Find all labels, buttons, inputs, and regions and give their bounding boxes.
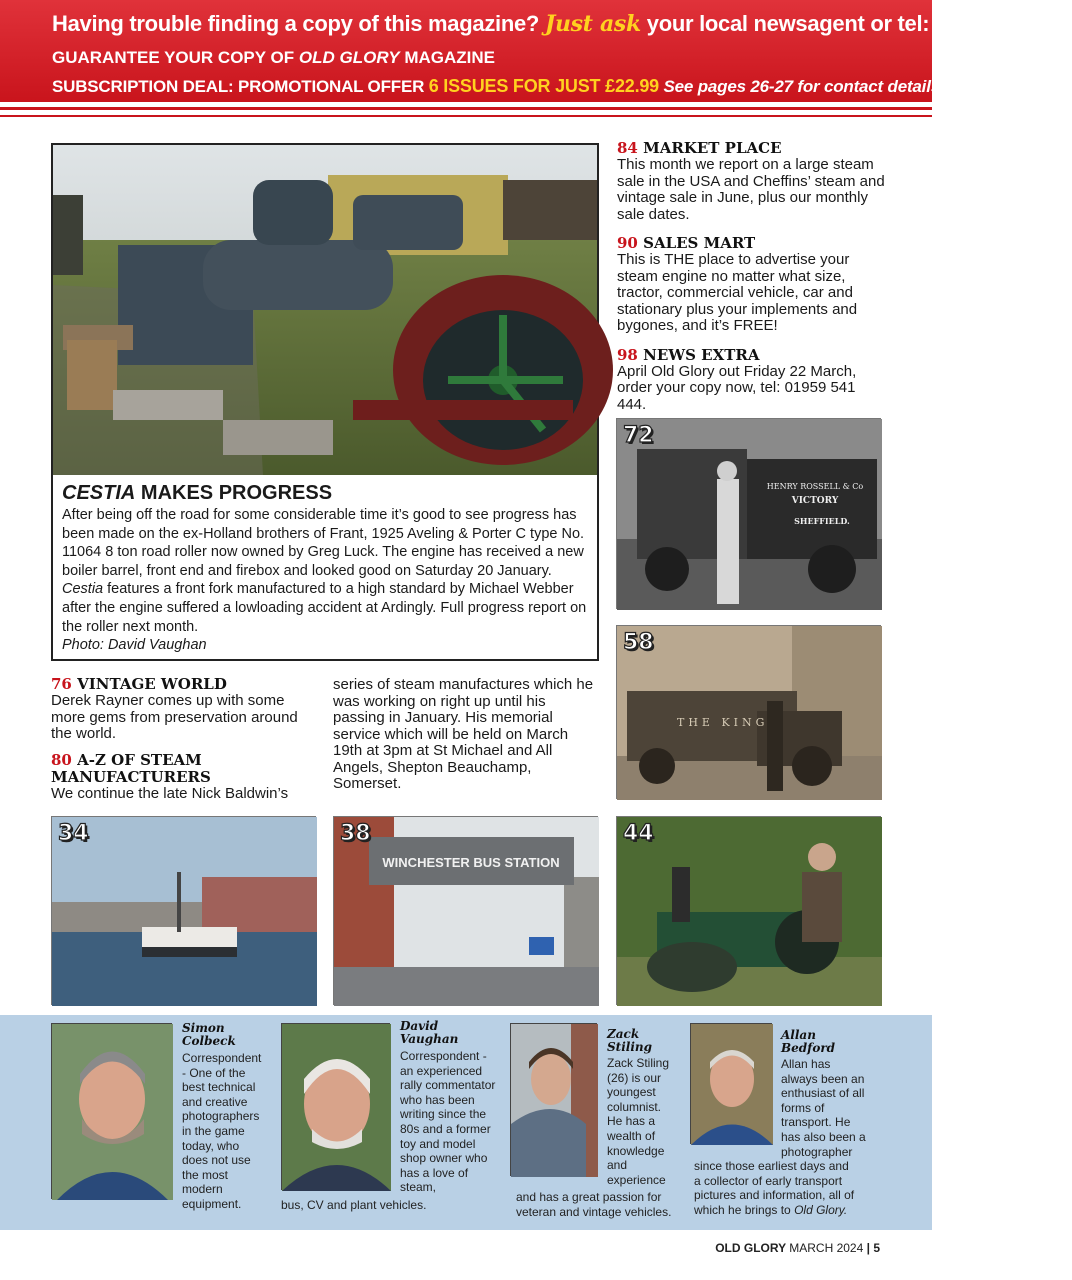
section-vintage-text: Derek Rayner comes up with some more gems from preservation around the world. <box>51 692 298 742</box>
roller-driver-photo <box>617 817 882 1006</box>
photo-58 <box>616 625 881 799</box>
contributor-name-allan <box>781 1029 835 1055</box>
page-badge-38: 38 <box>340 821 371 846</box>
contributor-last-david: Vaughan <box>400 1032 459 1046</box>
lorry-sign-victory: VICTORY <box>791 496 839 506</box>
contributor-bio-simon: Correspondent - One of the best technical and creative photographers in the game today, who does not use the most modern equipment. <box>182 1051 262 1211</box>
portrait-simon <box>52 1024 173 1200</box>
photo-44 <box>616 816 881 1005</box>
feature-body-part-2: features a front fork manufactured to a high standard by Michael Webber after the engine suffered a lowloading accident at Ardingly. Full progress report on the roller next month. <box>62 581 587 635</box>
left-lower-sections <box>51 676 313 802</box>
banner-magazine-name: OLD GLORY <box>298 48 400 67</box>
page-footer <box>715 1241 880 1255</box>
contributor-photo-simon <box>51 1023 172 1199</box>
bus-sign-king: THE KING <box>677 716 769 729</box>
lorry-sign-city: SHEFFIELD. <box>794 516 850 526</box>
allan-tail-line-1: since those earliest days and <box>694 1159 849 1173</box>
contributor-photo-zack <box>510 1023 597 1176</box>
feature-title-rest: MAKES PROGRESS <box>140 482 333 504</box>
banner-magazine-word: MAGAZINE <box>404 48 496 67</box>
footer-separator: | <box>866 1241 870 1255</box>
page-badge-58: 58 <box>623 630 654 655</box>
bus-station-sign: WINCHESTER BUS STATION <box>382 855 560 870</box>
allan-tail-line-4 <box>694 1203 854 1218</box>
contributor-bio-zack-end: and has a great passion for veteran and vintage vehicles. <box>516 1190 672 1219</box>
banner-line-2 <box>52 48 495 68</box>
feature-cestia <box>51 143 599 661</box>
page-badge-72: 72 <box>623 423 654 448</box>
banner-just-ask: Just ask <box>544 11 641 37</box>
allan-tail-text: which he brings to <box>694 1202 791 1217</box>
banner-subscription: SUBSCRIPTION DEAL: PROMOTIONAL OFFER <box>52 77 425 96</box>
section-sales-text: This is THE place to advertise your steam engine no matter what size, tractor, commercial vehicle, car and stationary plus your implements and bygones, and it’s FREE! <box>617 251 858 334</box>
contributor-first-david: David <box>400 1019 439 1033</box>
banner-line-1 <box>52 11 1072 37</box>
section-az-number: 80 <box>51 750 72 769</box>
banner-question: Having trouble finding a copy of this magazine? <box>52 11 540 36</box>
contributor-first-allan: Allan <box>781 1028 816 1042</box>
harbour-photo <box>52 817 317 1006</box>
subscription-banner <box>0 0 1072 102</box>
portrait-zack <box>511 1024 598 1177</box>
section-news-text: April Old Glory out Friday 22 March, order your copy now, tel: 01959 541 444. <box>617 362 857 413</box>
photo-38 <box>333 816 598 1005</box>
portrait-david <box>282 1024 391 1191</box>
photo-34 <box>51 816 316 1005</box>
section-market-heading <box>617 140 885 157</box>
section-az-text: We continue the late Nick Baldwin’s <box>51 784 289 802</box>
section-news-number: 98 <box>617 345 638 364</box>
right-column-sections <box>617 140 885 413</box>
allan-tail-line-3: pictures and information, all of <box>694 1188 855 1203</box>
feature-body <box>62 506 590 636</box>
contributor-last-simon: Colbeck <box>182 1034 236 1048</box>
banner-deal: 6 ISSUES FOR JUST £22.99 <box>428 76 659 96</box>
section-market-text: This month we report on a large steam sale in the USA and Cheffins’ steam and vintage sale in June, plus our monthly sale dates. <box>617 156 885 223</box>
banner-line-3 <box>52 76 940 97</box>
banner-phone: your local newsagent or tel: 01959 541444 <box>646 11 1072 36</box>
portrait-allan <box>691 1024 773 1145</box>
page-badge-34: 34 <box>58 821 89 846</box>
allan-tail-magazine: Old Glory. <box>794 1202 848 1217</box>
section-market-number: 84 <box>617 139 638 157</box>
footer-page-number: 5 <box>873 1241 880 1255</box>
section-news-title: NEWS EXTRA <box>643 345 760 364</box>
feature-body-part-1: After being off the road for some considerable time it’s good to see progress has been made on the ex-Holland brothers of Frant, 1925 Aveling & Porter C type No. 11064 8 ton road roller now owned by Greg Luck. The engine has received a new boiler barrel, front end and firebox and looked good on Saturday 20 January. <box>62 507 585 579</box>
lorry-sign-company: HENRY ROSSELL & Co <box>766 482 864 491</box>
contributor-name-zack <box>607 1028 652 1054</box>
contributor-name-simon <box>182 1022 236 1048</box>
contributor-bio-david-end: bus, CV and plant vehicles. <box>281 1198 427 1212</box>
feature-photo-credit: Photo: David Vaughan <box>62 637 207 653</box>
contributor-bio-david: Correspondent - an experienced rally commentator who has been writing since the 80s and a former toy and model shop owner who has a love of steam, <box>400 1049 496 1195</box>
section-sales-title: SALES MART <box>643 234 756 252</box>
contributor-photo-allan <box>690 1023 772 1144</box>
banner-guarantee: GUARANTEE YOUR COPY OF <box>52 48 295 67</box>
contributor-first-zack: Zack <box>607 1027 640 1041</box>
road-roller-photo <box>53 145 597 475</box>
contributors-panel <box>0 1015 932 1230</box>
banner-stripe-1 <box>0 107 932 110</box>
page-badge-44: 44 <box>623 821 654 846</box>
section-vintage-heading <box>51 676 313 693</box>
contributor-name-david <box>400 1020 458 1046</box>
contributor-bio-allan-end <box>694 1159 854 1217</box>
contributor-last-zack: Stiling <box>607 1040 652 1054</box>
section-vintage-number: 76 <box>51 675 72 693</box>
contributor-first-simon: Simon <box>182 1021 225 1035</box>
feature-photo <box>53 145 597 475</box>
contributor-photo-david <box>281 1023 390 1190</box>
feature-body-italic: Cestia <box>62 581 104 598</box>
section-vintage-title: VINTAGE WORLD <box>77 675 227 693</box>
photo-72 <box>616 418 881 609</box>
contributor-bio-allan: Allan has always been an enthusiast of all forms of transport. He has also been a photographer <box>781 1057 866 1159</box>
footer-issue: MARCH 2024 <box>789 1241 864 1255</box>
section-sales-heading <box>617 235 885 252</box>
charabanc-photo <box>617 626 882 800</box>
footer-magazine: OLD GLORY <box>715 1241 786 1255</box>
contributor-last-allan: Bedford <box>781 1041 836 1055</box>
section-sales-number: 90 <box>617 234 638 252</box>
bus-station-photo <box>334 817 599 1006</box>
feature-title <box>62 482 332 505</box>
section-az-heading <box>51 752 313 786</box>
section-market-title: MARKET PLACE <box>643 139 782 157</box>
contributor-bio-zack: Zack Stiling (26) is our youngest columnist. He has a wealth of knowledge and experience <box>607 1056 670 1187</box>
section-az-continued: series of steam manufactures which he was working on right up until his passing in January. His memorial service which will be held on March 19th at 3pm at St Michael and All Angels, Shepton Beauchamp, Somerset. <box>333 676 594 792</box>
banner-stripe-2 <box>0 115 932 117</box>
section-az-title: A-Z OF STEAM MANUFACTURERS <box>51 750 211 786</box>
feature-title-name: CESTIA <box>62 482 136 504</box>
allan-tail-line-2: a collector of early transport <box>694 1173 843 1188</box>
steam-lorry-photo <box>617 419 882 610</box>
section-news-heading <box>617 347 885 364</box>
banner-contact-pages: See pages 26-27 for contact details <box>663 77 940 96</box>
